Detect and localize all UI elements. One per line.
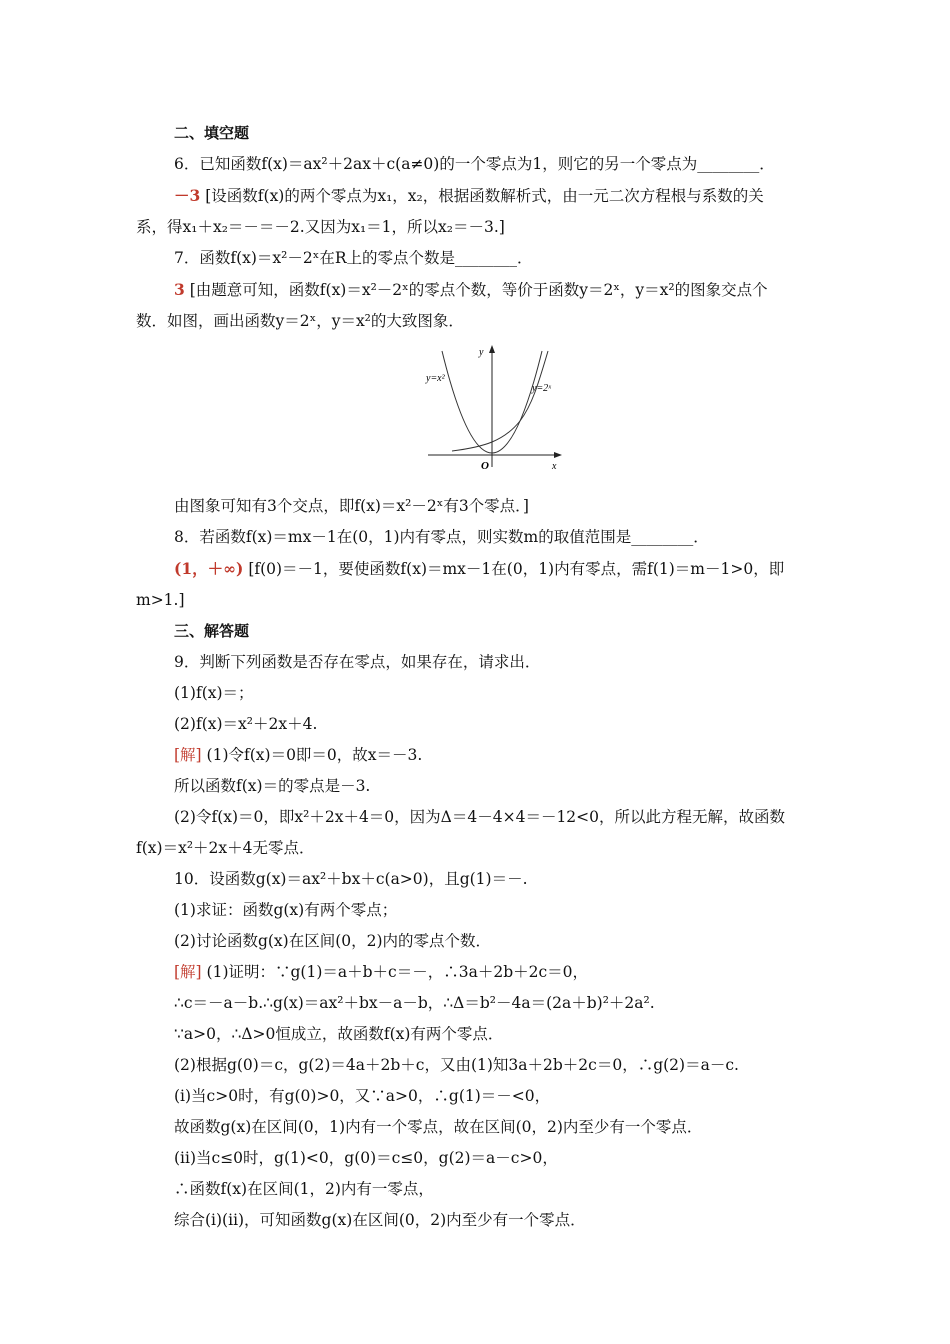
question-9-part-2: (2)f(x)＝x²＋2x＋4. <box>174 715 318 733</box>
x-axis-arrow <box>554 452 562 458</box>
answer-10-line-3: ∵a>0，∴Δ>0恒成立，故函数f(x)有两个零点． <box>174 1025 504 1043</box>
answer-8-line-2: m>1.] <box>136 591 185 609</box>
label-origin: O <box>481 460 489 472</box>
answer-9-text-1: (1)令f(x)＝0即＝0，故x＝－3. <box>206 746 423 764</box>
question-10-part-1: (1)求证：函数g(x)有两个零点； <box>174 901 398 919</box>
answer-10-line-2: ∴c＝－a－b.∴g(x)＝ax²＋bx－a－b，∴Δ＝b²－4a＝(2a＋b)²＋2a². <box>174 994 655 1012</box>
answer-7-line-1 <box>136 274 816 306</box>
answer-10-line-6: 故函数g(x)在区间(0，1)内有一个零点，故在区间(0，2)内至少有一个零点． <box>174 1118 703 1136</box>
answer-8-line-1 <box>136 553 816 585</box>
answer-7-line-3: 由图象可知有3个交点，即f(x)＝x²－2ˣ有3个零点．] <box>174 497 529 515</box>
question-6: 6．已知函数f(x)＝ax²＋2ax＋c(a≠0)的一个零点为1，则它的另一个零点为________． <box>174 155 775 173</box>
answer-10-line-4: (2)根据g(0)＝c，g(2)＝4a＋2b＋c，又由(1)知3a＋2b＋2c＝0，∴g(2)＝a－c. <box>174 1056 739 1074</box>
answer-7-text: [由题意可知，函数f(x)＝x²－2ˣ的零点个数，等价于函数y＝2ˣ，y＝x²的图象交点个 <box>189 281 768 299</box>
answer-10-line-5: (ⅰ)当c>0时，有g(0)>0，又∵a>0，∴g(1)＝－<0， <box>174 1087 551 1105</box>
label-parabola: y=x² <box>426 373 445 384</box>
answer-10-line-7: (ⅱ)当c≤0时，g(1)<0，g(0)＝c≤0，g(2)＝a－c>0， <box>174 1149 558 1167</box>
answer-9-line-3: (2)令f(x)＝0，即x²＋2x＋4＝0，因为Δ＝4－4×4＝－12<0，所以此方程无解，故函数 <box>174 808 786 826</box>
question-10-part-2: (2)讨论函数g(x)在区间(0，2)内的零点个数． <box>174 932 492 950</box>
graph-figure <box>136 345 816 485</box>
answer-6-value: －3 <box>174 186 201 205</box>
answer-9-line-1 <box>136 740 816 771</box>
answer-6-text: [设函数f(x)的两个零点为x₁，x₂，根据函数解析式，由一元二次方程根与系数的关 <box>205 187 764 205</box>
answer-9-line-4: f(x)＝x²＋2x＋4无零点． <box>136 839 315 857</box>
function-graph <box>424 345 564 475</box>
label-x-axis: x <box>552 461 557 472</box>
answer-7-value: 3 <box>174 280 185 299</box>
question-8: 8．若函数f(x)＝mx－1在(0，1)内有零点，则实数m的取值范围是________． <box>174 528 709 546</box>
label-exponential: y=2ˣ <box>532 383 552 394</box>
answer-9-line-2: 所以函数f(x)＝的零点是－3. <box>174 777 371 795</box>
question-9: 9．判断下列函数是否存在零点，如果存在，请求出． <box>174 653 541 671</box>
section-heading-fill-in: 二、填空题 <box>174 124 250 142</box>
answer-10-text-1: (1)证明：∵g(1)＝a＋b＋c＝－，∴3a＋2b＋2c＝0， <box>206 963 589 981</box>
document-page <box>136 118 816 1236</box>
answer-7-line-2: 数．如图，画出函数y＝2ˣ，y＝x²的大致图象． <box>136 312 464 330</box>
answer-6-line-2: 系，得x₁＋x₂＝－＝－2.又因为x₁＝1，所以x₂＝－3.] <box>136 218 505 236</box>
answer-10-line-8: ∴函数f(x)在区间(1，2)内有一零点， <box>174 1180 434 1198</box>
answer-8-value: (1，＋∞) <box>174 559 244 578</box>
question-10: 10．设函数g(x)＝ax²＋bx＋c(a>0)，且g(1)＝－. <box>174 870 528 888</box>
y-axis-arrow <box>489 345 495 353</box>
answer-6-line-1 <box>136 180 816 212</box>
answer-10-line-9: 综合(ⅰ)(ⅱ)，可知函数g(x)在区间(0，2)内至少有一个零点． <box>174 1211 586 1229</box>
solution-tag: [解] <box>174 746 202 764</box>
answer-10-line-1 <box>136 957 816 988</box>
exponential-curve <box>452 351 548 451</box>
question-7: 7．函数f(x)＝x²－2ˣ在R上的零点个数是________． <box>174 249 533 267</box>
section-heading-solutions: 三、解答题 <box>174 622 250 640</box>
answer-8-text: [f(0)＝－1，要使函数f(x)＝mx－1在(0，1)内有零点，需f(1)＝m－1>0，即 <box>248 560 785 578</box>
question-9-part-1: (1)f(x)＝； <box>174 684 254 702</box>
label-y-axis: y <box>479 347 484 358</box>
solution-tag-10: [解] <box>174 963 202 981</box>
